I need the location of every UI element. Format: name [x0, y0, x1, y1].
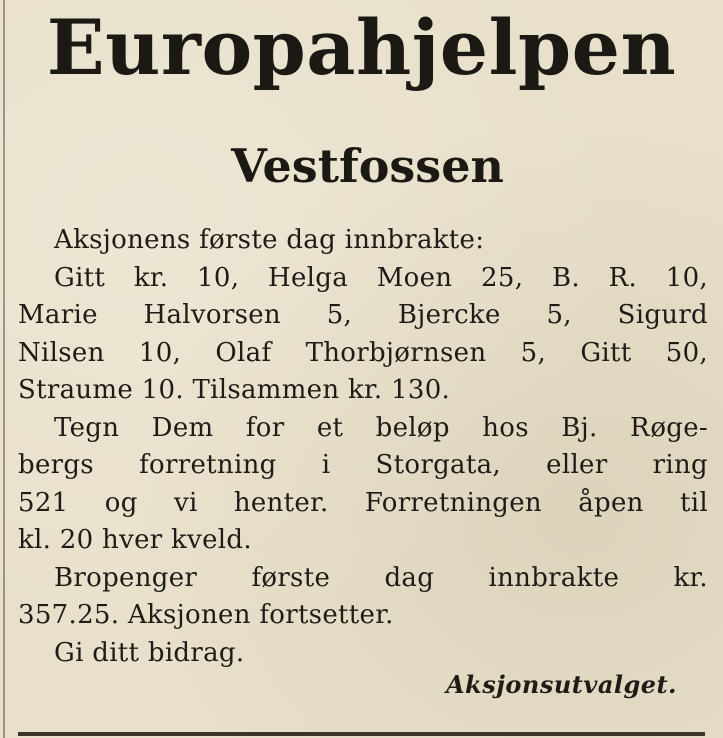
article-line: 521 og vi henter. Forretningen åpen til	[18, 487, 708, 518]
article-line: Straume 10. Tilsammen kr. 130.	[18, 375, 451, 405]
article-line: Aksjonens første dag innbrakte:	[54, 225, 485, 255]
article-line: Marie Halvorsen 5, Bjercke 5, Sigurd	[18, 300, 708, 330]
column-rule	[3, 0, 5, 738]
article-body	[18, 222, 708, 672]
article-line: 357.25. Aksjonen fortsetter.	[18, 600, 394, 630]
article-line: Gi ditt bidrag.	[54, 637, 245, 668]
article-line: Bropenger første dag innbrakte kr.	[54, 562, 708, 593]
signature: Aksjonsutvalget.	[445, 670, 677, 699]
article-line: kl. 20 hver kveld.	[18, 525, 252, 555]
article-line: Nilsen 10, Olaf Thorbjørnsen 5, Gitt 50,	[18, 337, 708, 368]
headline: Europahjelpen	[46, 3, 677, 92]
article-line: bergs forretning i Storgata, eller ring	[18, 450, 708, 480]
article-line: Gitt kr. 10, Helga Moen 25, B. R. 10,	[54, 262, 708, 293]
article-line: Tegn Dem for et beløp hos Bj. Røge-	[54, 412, 708, 443]
bottom-rule	[18, 732, 705, 736]
subheadline: Vestfossen	[231, 139, 504, 193]
